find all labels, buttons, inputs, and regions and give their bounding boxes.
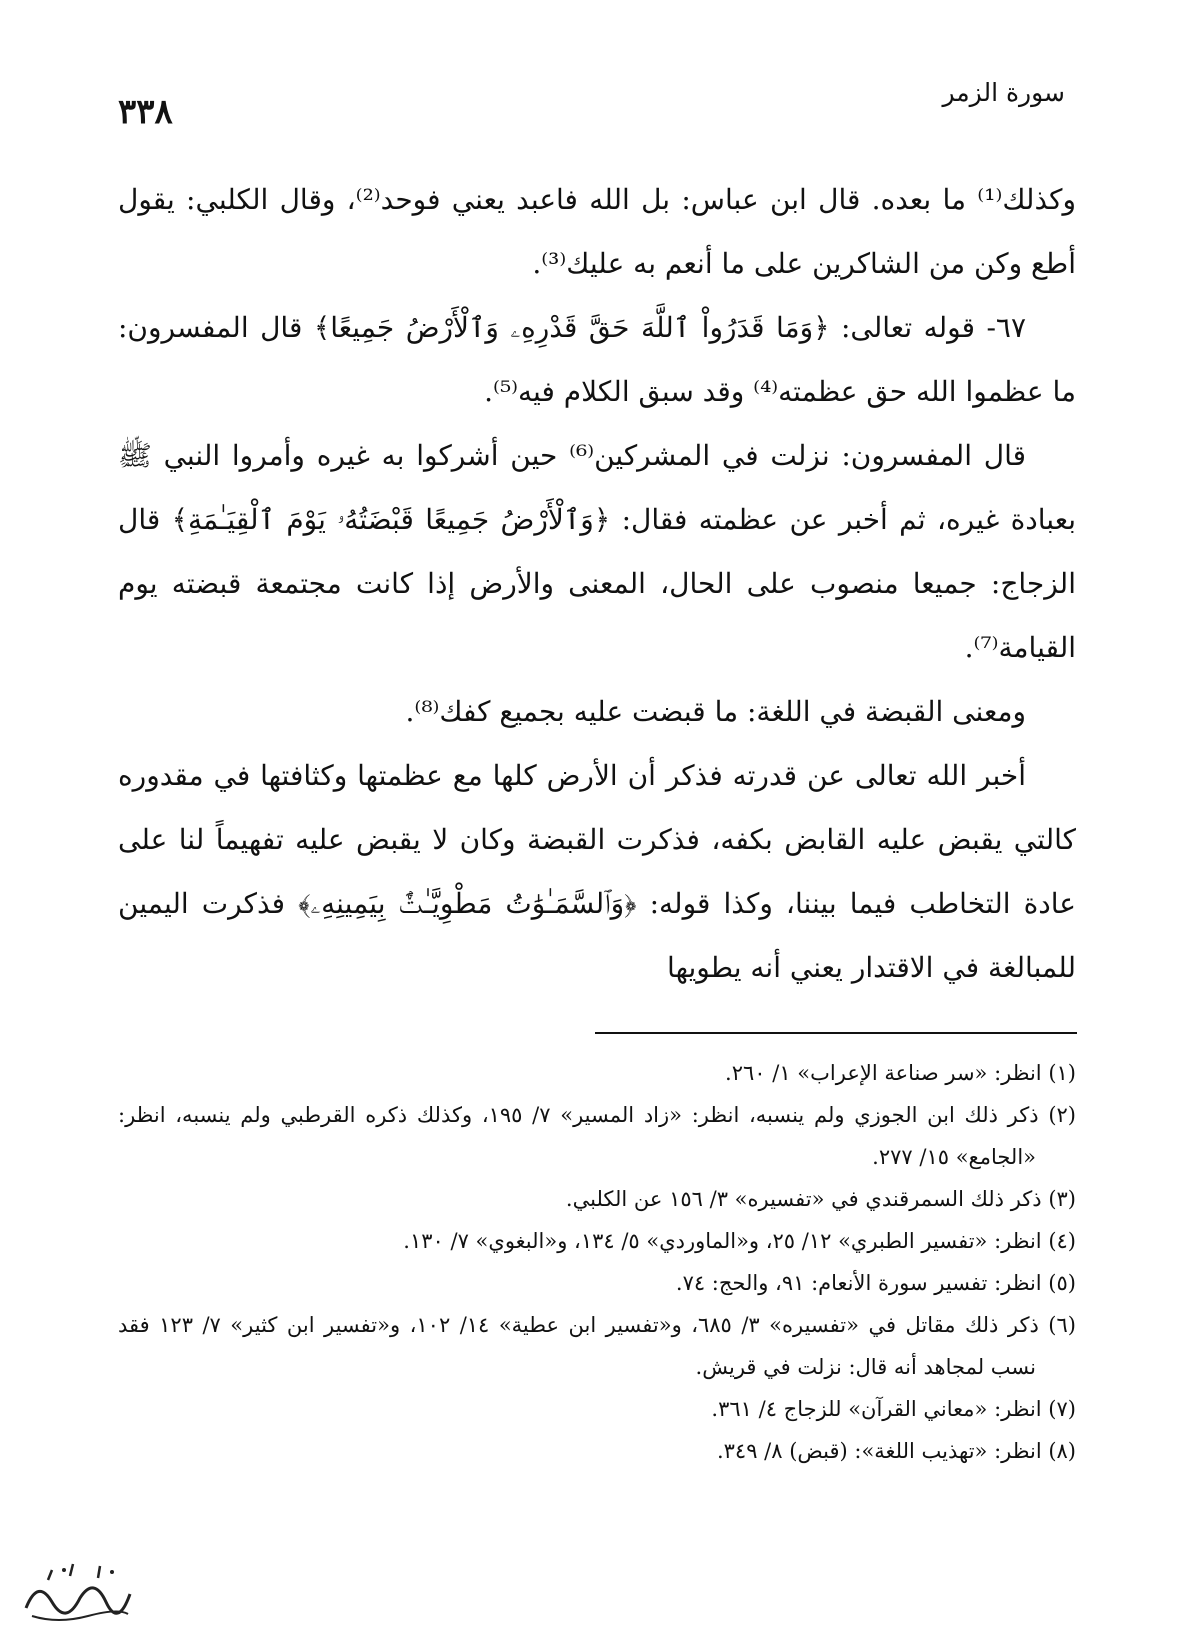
footnote: (٦) ذكر ذلك مقاتل في «تفسيره» ٣/ ٦٨٥، و«تفسير ابن عطية» ١٤/ ١٠٢، و«تفسير ابن كثير» ٧/ ١٢٣ فقد نسب لمجاهد أنه قال: نزلت في قريش.: [118, 1313, 1076, 1379]
page-number: ٣٣٨: [118, 92, 173, 132]
footnote: (٤) انظر: «تفسير الطبري» ١٢/ ٢٥، و«الماوردي» ٥/ ١٣٤، و«البغوي» ٧/ ١٣٠.: [403, 1229, 1076, 1253]
footnotes: [118, 1052, 1076, 1472]
footnote: (٥) انظر: تفسير سورة الأنعام: ٩١، والحج: ٧٤.: [675, 1271, 1076, 1295]
footnote: (١) انظر: «سر صناعة الإعراب» ١/ ٢٦٠.: [725, 1061, 1076, 1085]
main-text: [118, 168, 1076, 1000]
running-title: سورة الزمر: [942, 78, 1065, 107]
publisher-stamp-icon: [18, 1558, 136, 1632]
footnote-divider: [595, 1032, 1077, 1034]
paragraph: أخبر الله تعالى عن قدرته فذكر أن الأرض كلها مع عظمتها وكثافتها في مقدوره كالتي يقبض عليه القابض بكفه، فذكرت القبضة وكان لا يقبض عليه تفهيماً لنا على عادة التخاطب فيما بيننا، وكذا قوله: ﴿وَٱلسَّمَـٰوَٰتُ مَطْوِيَّـٰتٌۢ بِيَمِينِهِۦ﴾ فذكرت اليمين للمبالغة في الاقتدار يعني أنه يطويها: [118, 759, 1076, 984]
footnote: (٣) ذكر ذلك السمرقندي في «تفسيره» ٣/ ١٥٦ عن الكلبي.: [565, 1187, 1076, 1211]
paragraph: ومعنى القبضة في اللغة: ما قبضت عليه بجميع كفك⁽⁸⁾.: [405, 695, 1026, 728]
footnote: (٢) ذكر ذلك ابن الجوزي ولم ينسبه، انظر: «زاد المسير» ٧/ ١٩٥، وكذلك ذكره القرطبي ولم ينسبه، انظر: «الجامع» ١٥/ ٢٧٧.: [118, 1103, 1076, 1169]
paragraph: قال المفسرون: نزلت في المشركين⁽⁶⁾ حين أشركوا به غيره وأمروا النبي ﷺ بعبادة غيره، ثم أخبر عن عظمته فقال: ﴿وَٱلْأَرْضُ جَمِيعًا قَبْضَتُهُۥ يَوْمَ ٱلْقِيَـٰمَةِ﴾ قال الزجاج: جميعا منصوب على الحال، المعنى والأرض إذا كانت مجتمعة قبضته يوم القيامة⁽⁷⁾.: [118, 439, 1076, 664]
paragraph: ٦٧- قوله تعالى: ﴿وَمَا قَدَرُواْ ٱللَّهَ حَقَّ قَدْرِهِۦ وَٱلْأَرْضُ جَمِيعًا﴾ قال المفسرون: ما عظموا الله حق عظمته⁽⁴⁾ وقد سبق الكلام فيه⁽⁵⁾.: [118, 311, 1076, 408]
footnote: (٨) انظر: «تهذيب اللغة»: (قبض) ٨/ ٣٤٩.: [716, 1439, 1076, 1463]
footnote: (٧) انظر: «معاني القرآن» للزجاج ٤/ ٣٦١.: [711, 1397, 1076, 1421]
page-header: [118, 78, 1065, 134]
paragraph: وكذلك⁽¹⁾ ما بعده. قال ابن عباس: بل الله فاعبد يعني فوحد⁽²⁾، وقال الكلبي: يقول أطع وكن من الشاكرين على ما أنعم به عليك⁽³⁾.: [118, 183, 1076, 280]
